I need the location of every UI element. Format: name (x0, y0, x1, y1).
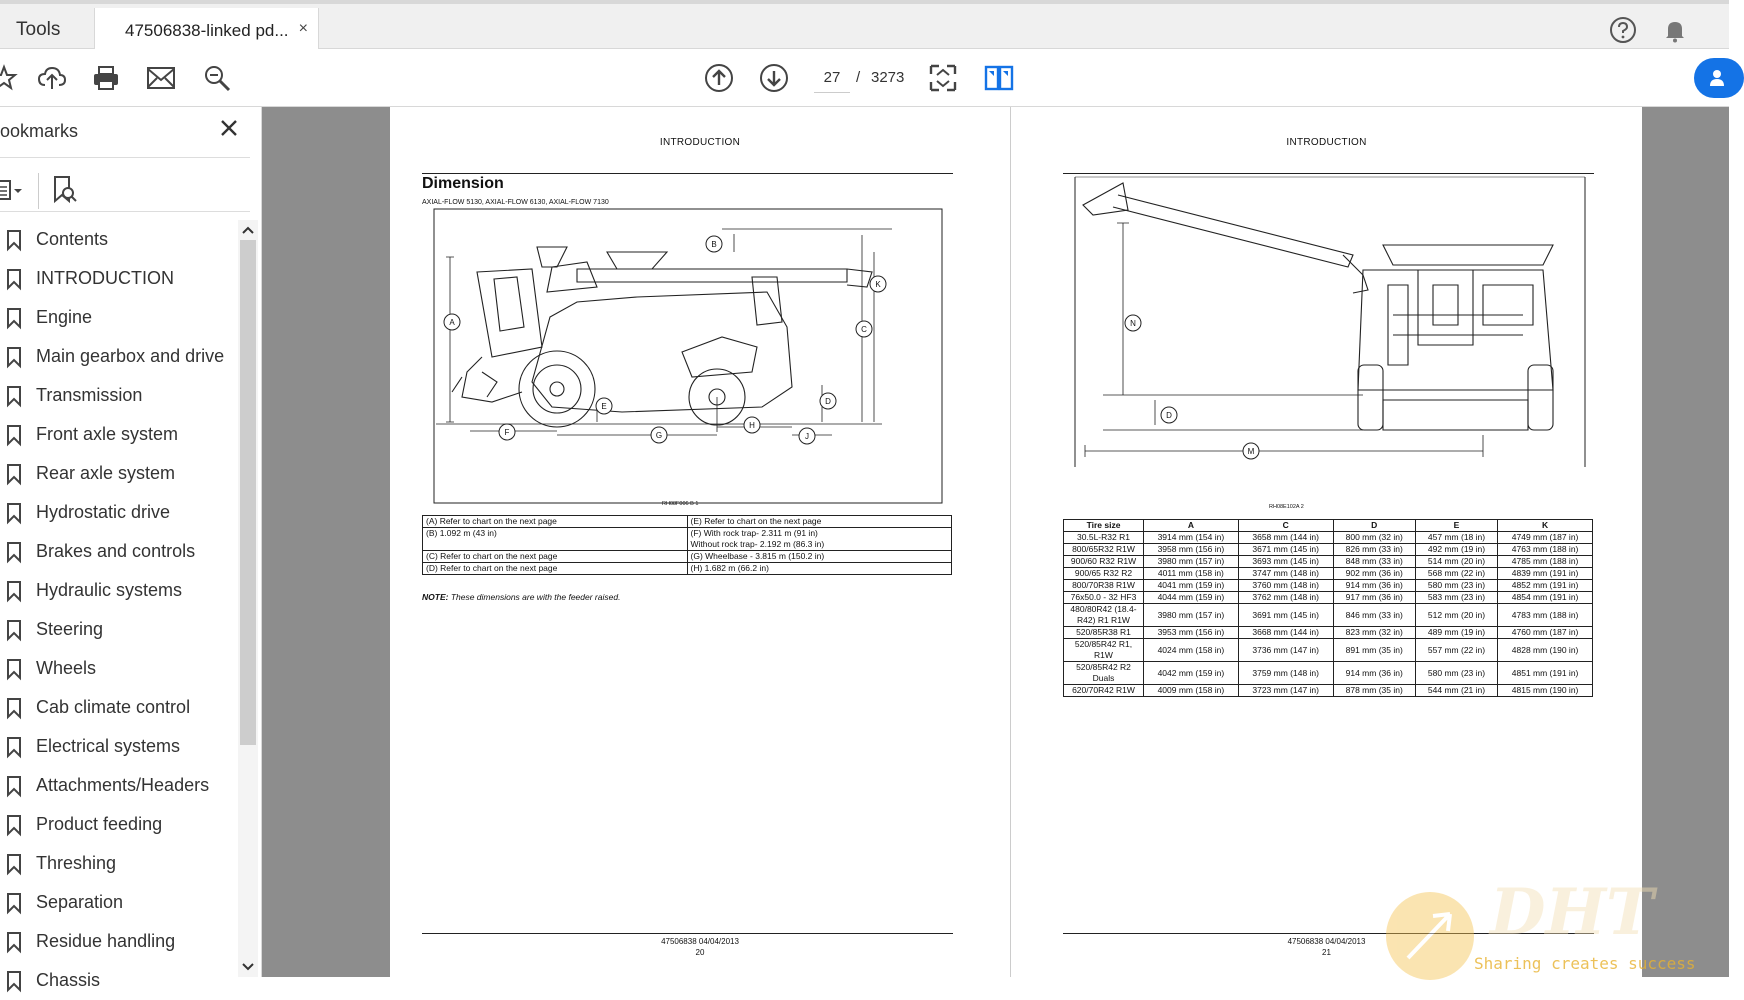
bookmark-label: Engine (36, 307, 93, 327)
svg-text:N: N (1130, 319, 1136, 328)
table-cell: 3668 mm (144 in) (1238, 627, 1333, 639)
bookmark-icon (6, 346, 22, 368)
bookmark-icon (6, 385, 22, 407)
bookmark-label: Steering (36, 619, 104, 639)
bookmark-icon (6, 736, 22, 758)
table-cell: 4828 mm (190 in) (1498, 639, 1593, 662)
table-cell: 3762 mm (148 in) (1238, 592, 1333, 604)
bookmark-item[interactable] (0, 259, 238, 298)
bookmark-label: Residue handling (36, 931, 176, 951)
table-cell: 823 mm (32 in) (1333, 627, 1415, 639)
bookmark-item[interactable] (0, 610, 238, 649)
table-row (1064, 685, 1593, 697)
bookmark-item[interactable] (0, 961, 238, 1000)
table-row (1064, 604, 1593, 627)
table-row (423, 516, 952, 528)
table-cell: 4783 mm (188 in) (1498, 604, 1593, 627)
table-cell: 4042 mm (159 in) (1144, 662, 1239, 685)
svg-text:H: H (749, 421, 755, 430)
table-cell: 30.5L-R32 R1 (1064, 532, 1144, 544)
table-cell: 580 mm (23 in) (1415, 662, 1497, 685)
column-header: K (1498, 520, 1593, 532)
page-total: 3273 (871, 69, 905, 86)
tab-tools[interactable] (0, 8, 94, 52)
bookmark-label: Rear axle system (36, 463, 176, 483)
table-cell: 800/65R32 R1W (1064, 544, 1144, 556)
bookmark-item[interactable] (0, 571, 238, 610)
table-cell: 3723 mm (147 in) (1238, 685, 1333, 697)
bookmark-label: Threshing (36, 853, 117, 873)
table-cell: 583 mm (23 in) (1415, 592, 1497, 604)
svg-text:F: F (504, 428, 510, 437)
table-row (1064, 568, 1593, 580)
bookmark-item[interactable] (0, 649, 238, 688)
table-cell: 3760 mm (148 in) (1238, 580, 1333, 592)
email-icon[interactable] (143, 60, 179, 96)
tab-bar (0, 0, 1729, 49)
bookmark-scrollbar[interactable] (238, 220, 258, 977)
star-icon[interactable] (0, 60, 22, 96)
table-row (423, 528, 952, 551)
bookmark-item[interactable] (0, 298, 238, 337)
footer-code: 47506838 04/04/2013 (661, 937, 739, 946)
bookmark-label: Hydrostatic drive (36, 502, 171, 522)
pdf-page-20 (390, 107, 1010, 977)
svg-text:M: M (1247, 447, 1255, 456)
header-rule (1063, 173, 1594, 174)
table-cell: (G) Wheelbase - 3.815 m (150.2 in) (687, 551, 952, 563)
page-separator: / (856, 69, 861, 86)
bookmark-item[interactable] (0, 883, 238, 922)
svg-text:B: B (711, 240, 717, 249)
bookmark-icon (6, 424, 22, 446)
cloud-upload-icon[interactable] (34, 60, 70, 96)
table-cell: 917 mm (36 in) (1333, 592, 1415, 604)
bookmark-item[interactable] (0, 376, 238, 415)
bookmark-label: Contents (36, 229, 109, 249)
table-cell: 3658 mm (144 in) (1238, 532, 1333, 544)
column-header: Tire size (1064, 520, 1144, 532)
bookmark-icon (6, 619, 22, 641)
table-cell: 557 mm (22 in) (1415, 639, 1497, 662)
table-cell: 457 mm (18 in) (1415, 532, 1497, 544)
bookmark-icon (6, 658, 22, 680)
table-cell: 4024 mm (158 in) (1144, 639, 1239, 662)
page-number-input[interactable]: 27 (814, 63, 850, 93)
options-menu-icon[interactable] (0, 179, 28, 208)
table-cell: 520/85R42 R1, R1W (1064, 639, 1144, 662)
bookmark-item[interactable] (0, 922, 238, 961)
bookmark-label: Hydraulic systems (36, 580, 183, 600)
table-cell: 489 mm (19 in) (1415, 627, 1497, 639)
table-cell: (D) Refer to chart on the next page (423, 563, 688, 575)
table-row (1064, 556, 1593, 568)
top-right-icons (1609, 16, 1689, 49)
footer-code: 47506838 04/04/2013 (1287, 937, 1366, 946)
table-row (1064, 532, 1593, 544)
table-row (1064, 580, 1593, 592)
bookmark-label: Chassis (36, 970, 101, 990)
table-cell: 3693 mm (145 in) (1238, 556, 1333, 568)
table-cell: 914 mm (36 in) (1333, 580, 1415, 592)
bookmark-icon (6, 970, 22, 992)
table-cell: 4785 mm (188 in) (1498, 556, 1593, 568)
svg-text:D: D (1166, 411, 1172, 420)
table-row (1064, 627, 1593, 639)
page-footer (390, 936, 1010, 958)
model-list: AXIAL-FLOW 5130, AXIAL-FLOW 6130, AXIAL-FLOW 7130 (422, 199, 609, 206)
table-cell: 900/65 R32 R2 (1064, 568, 1144, 580)
table-cell: 4851 mm (191 in) (1498, 662, 1593, 685)
table-cell: 520/85R38 R1 (1064, 627, 1144, 639)
section-title: Dimension (422, 175, 504, 192)
table-cell: (E) Refer to chart on the next page (687, 516, 952, 528)
svg-text:G: G (655, 431, 663, 440)
panel-divider (0, 211, 250, 212)
footer-page-number: 20 (695, 948, 705, 957)
bookmarks-panel (0, 107, 262, 990)
dimension-table (422, 515, 952, 575)
table-cell: 800/70R38 R1W (1064, 580, 1144, 592)
table-cell: 544 mm (21 in) (1415, 685, 1497, 697)
figure-caption: RH08F006 B 1 (662, 501, 699, 507)
bookmark-item[interactable] (0, 844, 238, 883)
table-cell: 620/70R42 R1W (1064, 685, 1144, 697)
table-cell: (B) 1.092 m (43 in) (423, 528, 688, 551)
bookmark-item[interactable] (0, 220, 238, 259)
bookmark-icon (6, 268, 22, 290)
page-header: INTRODUCTION (1286, 137, 1367, 148)
bookmark-item[interactable] (0, 454, 238, 493)
bookmark-icon (6, 697, 22, 719)
help-icon[interactable] (1609, 16, 1637, 49)
svg-text:J: J (805, 432, 809, 441)
bookmark-label: Brakes and controls (36, 541, 196, 561)
table-cell: 4749 mm (187 in) (1498, 532, 1593, 544)
scroll-up-icon[interactable] (238, 222, 258, 238)
share-button[interactable] (1694, 58, 1744, 98)
label-a: A (449, 318, 455, 327)
divider (38, 173, 39, 209)
header-rule (422, 173, 953, 174)
table-cell: 4041 mm (159 in) (1144, 580, 1239, 592)
table-row (423, 563, 952, 575)
table-cell: 4839 mm (191 in) (1498, 568, 1593, 580)
tab-document[interactable] (94, 8, 319, 53)
notification-bell-icon[interactable] (1661, 16, 1689, 49)
bookmark-label: Separation (36, 892, 124, 912)
add-bookmark-icon[interactable] (52, 175, 78, 210)
bookmark-list (0, 220, 238, 990)
tab-tools-label: Tools (16, 19, 61, 40)
svg-text:C: C (861, 325, 867, 334)
note-body: These dimensions are with the feeder raised. (448, 592, 621, 602)
table-cell: 900/60 R32 R1W (1064, 556, 1144, 568)
table-cell: 4044 mm (159 in) (1144, 592, 1239, 604)
table-cell: 480/80R42 (18.4-R42) R1 R1W (1064, 604, 1144, 627)
column-header: D (1333, 520, 1415, 532)
combine-rear-view-diagram (1063, 175, 1594, 470)
svg-text:K: K (875, 280, 881, 289)
table-cell: (H) 1.682 m (66.2 in) (687, 563, 952, 575)
bookmark-label: Wheels (36, 658, 97, 678)
table-cell: 4760 mm (187 in) (1498, 627, 1593, 639)
table-cell: 3759 mm (148 in) (1238, 662, 1333, 685)
table-cell: 514 mm (20 in) (1415, 556, 1497, 568)
table-cell: 568 mm (22 in) (1415, 568, 1497, 580)
table-cell: 4009 mm (158 in) (1144, 685, 1239, 697)
table-cell: 848 mm (33 in) (1333, 556, 1415, 568)
table-cell: 3980 mm (157 in) (1144, 556, 1239, 568)
previous-page-button[interactable] (701, 60, 737, 96)
note-text (422, 592, 620, 602)
bookmark-label: Cab climate control (36, 697, 191, 717)
figure-caption: RH08E102A 2 (1269, 504, 1304, 510)
search-zoom-icon[interactable] (199, 60, 235, 96)
table-cell: 3691 mm (145 in) (1238, 604, 1333, 627)
table-row (1064, 639, 1593, 662)
table-cell: (C) Refer to chart on the next page (423, 551, 688, 563)
table-cell: 512 mm (20 in) (1415, 604, 1497, 627)
bookmark-item[interactable] (0, 727, 238, 766)
bookmark-icon (6, 775, 22, 797)
table-row (1064, 662, 1593, 685)
bookmark-icon (6, 814, 22, 836)
bookmark-icon (6, 892, 22, 914)
column-header: A (1144, 520, 1239, 532)
fit-page-icon[interactable] (925, 60, 961, 96)
bookmark-icon (6, 463, 22, 485)
table-row (1064, 592, 1593, 604)
column-header: E (1415, 520, 1497, 532)
bookmark-item[interactable] (0, 688, 238, 727)
bookmark-icon (6, 580, 22, 602)
table-cell: 846 mm (33 in) (1333, 604, 1415, 627)
bookmark-item[interactable] (0, 493, 238, 532)
table-row (1064, 544, 1593, 556)
footer-page-number: 21 (1322, 948, 1331, 957)
table-cell: 3958 mm (156 in) (1144, 544, 1239, 556)
bookmark-label: Product feeding (36, 814, 163, 834)
scroll-thumb[interactable] (240, 240, 256, 745)
svg-text:D: D (825, 397, 831, 406)
two-page-view-icon[interactable] (981, 60, 1017, 96)
panel-toolbar (0, 167, 250, 217)
panel-title: ookmarks (0, 121, 79, 141)
bookmark-icon (6, 502, 22, 524)
bookmark-icon (6, 541, 22, 563)
bookmark-item[interactable] (0, 532, 238, 571)
table-cell: 492 mm (19 in) (1415, 544, 1497, 556)
table-cell: 3914 mm (154 in) (1144, 532, 1239, 544)
panel-divider (0, 157, 250, 158)
table-cell: 520/85R42 R2 Duals (1064, 662, 1144, 685)
table-cell: 4763 mm (188 in) (1498, 544, 1593, 556)
bookmark-label: Front axle system (36, 424, 179, 444)
table-cell: 826 mm (33 in) (1333, 544, 1415, 556)
next-page-button[interactable] (756, 60, 792, 96)
table-cell: 3671 mm (145 in) (1238, 544, 1333, 556)
bookmark-item[interactable] (0, 805, 238, 844)
tab-close-icon[interactable]: × (298, 20, 308, 37)
pdf-page-21 (1010, 107, 1642, 977)
table-cell: 878 mm (35 in) (1333, 685, 1415, 697)
scroll-down-icon[interactable] (238, 959, 258, 975)
table-cell: 4815 mm (190 in) (1498, 685, 1593, 697)
table-cell: (A) Refer to chart on the next page (423, 516, 688, 528)
watermark-logo-text: DHT (1490, 875, 1654, 950)
footer-rule (422, 933, 953, 934)
bookmark-label: Transmission (36, 385, 143, 405)
table-cell: 3980 mm (157 in) (1144, 604, 1239, 627)
table-cell: 4011 mm (158 in) (1144, 568, 1239, 580)
table-cell: 914 mm (36 in) (1333, 662, 1415, 685)
table-cell: 3747 mm (148 in) (1238, 568, 1333, 580)
table-cell: 3953 mm (156 in) (1144, 627, 1239, 639)
close-panel-icon[interactable] (218, 117, 240, 144)
table-cell: 3736 mm (147 in) (1238, 639, 1333, 662)
table-cell: 891 mm (35 in) (1333, 639, 1415, 662)
bookmark-icon (6, 229, 22, 251)
column-header: C (1238, 520, 1333, 532)
tab-document-label: 47506838-linked pd... (125, 20, 289, 40)
page-header: INTRODUCTION (659, 137, 741, 148)
table-cell: 800 mm (32 in) (1333, 532, 1415, 544)
bookmark-item[interactable] (0, 337, 238, 376)
bookmark-label: INTRODUCTION (36, 268, 174, 288)
watermark-tagline: Sharing creates success (1474, 954, 1696, 973)
table-cell: 4852 mm (191 in) (1498, 580, 1593, 592)
bookmark-item[interactable] (0, 415, 238, 454)
bookmark-icon (6, 931, 22, 953)
bookmark-icon (6, 853, 22, 875)
bookmark-label: Attachments/Headers (36, 775, 210, 795)
bookmark-item[interactable] (0, 766, 238, 805)
tire-dimension-table (1063, 519, 1593, 697)
print-icon[interactable] (88, 60, 124, 96)
bookmark-label: Main gearbox and drive (36, 346, 225, 366)
svg-text:E: E (601, 402, 607, 411)
document-viewport[interactable] (262, 107, 1729, 977)
bookmark-label: Electrical systems (36, 736, 181, 756)
note-label: NOTE: (422, 592, 449, 602)
bookmark-icon (6, 307, 22, 329)
table-cell: 580 mm (23 in) (1415, 580, 1497, 592)
toolbar (0, 49, 1729, 107)
table-cell: 4854 mm (191 in) (1498, 592, 1593, 604)
table-cell: 76x50.0 - 32 HF3 (1064, 592, 1144, 604)
table-cell: 902 mm (36 in) (1333, 568, 1415, 580)
table-cell: (F) With rock trap- 2.311 m (91 in) Without rock trap- 2.192 m (86.3 in) (687, 528, 952, 551)
combine-side-view-diagram (422, 207, 953, 507)
table-row (423, 551, 952, 563)
